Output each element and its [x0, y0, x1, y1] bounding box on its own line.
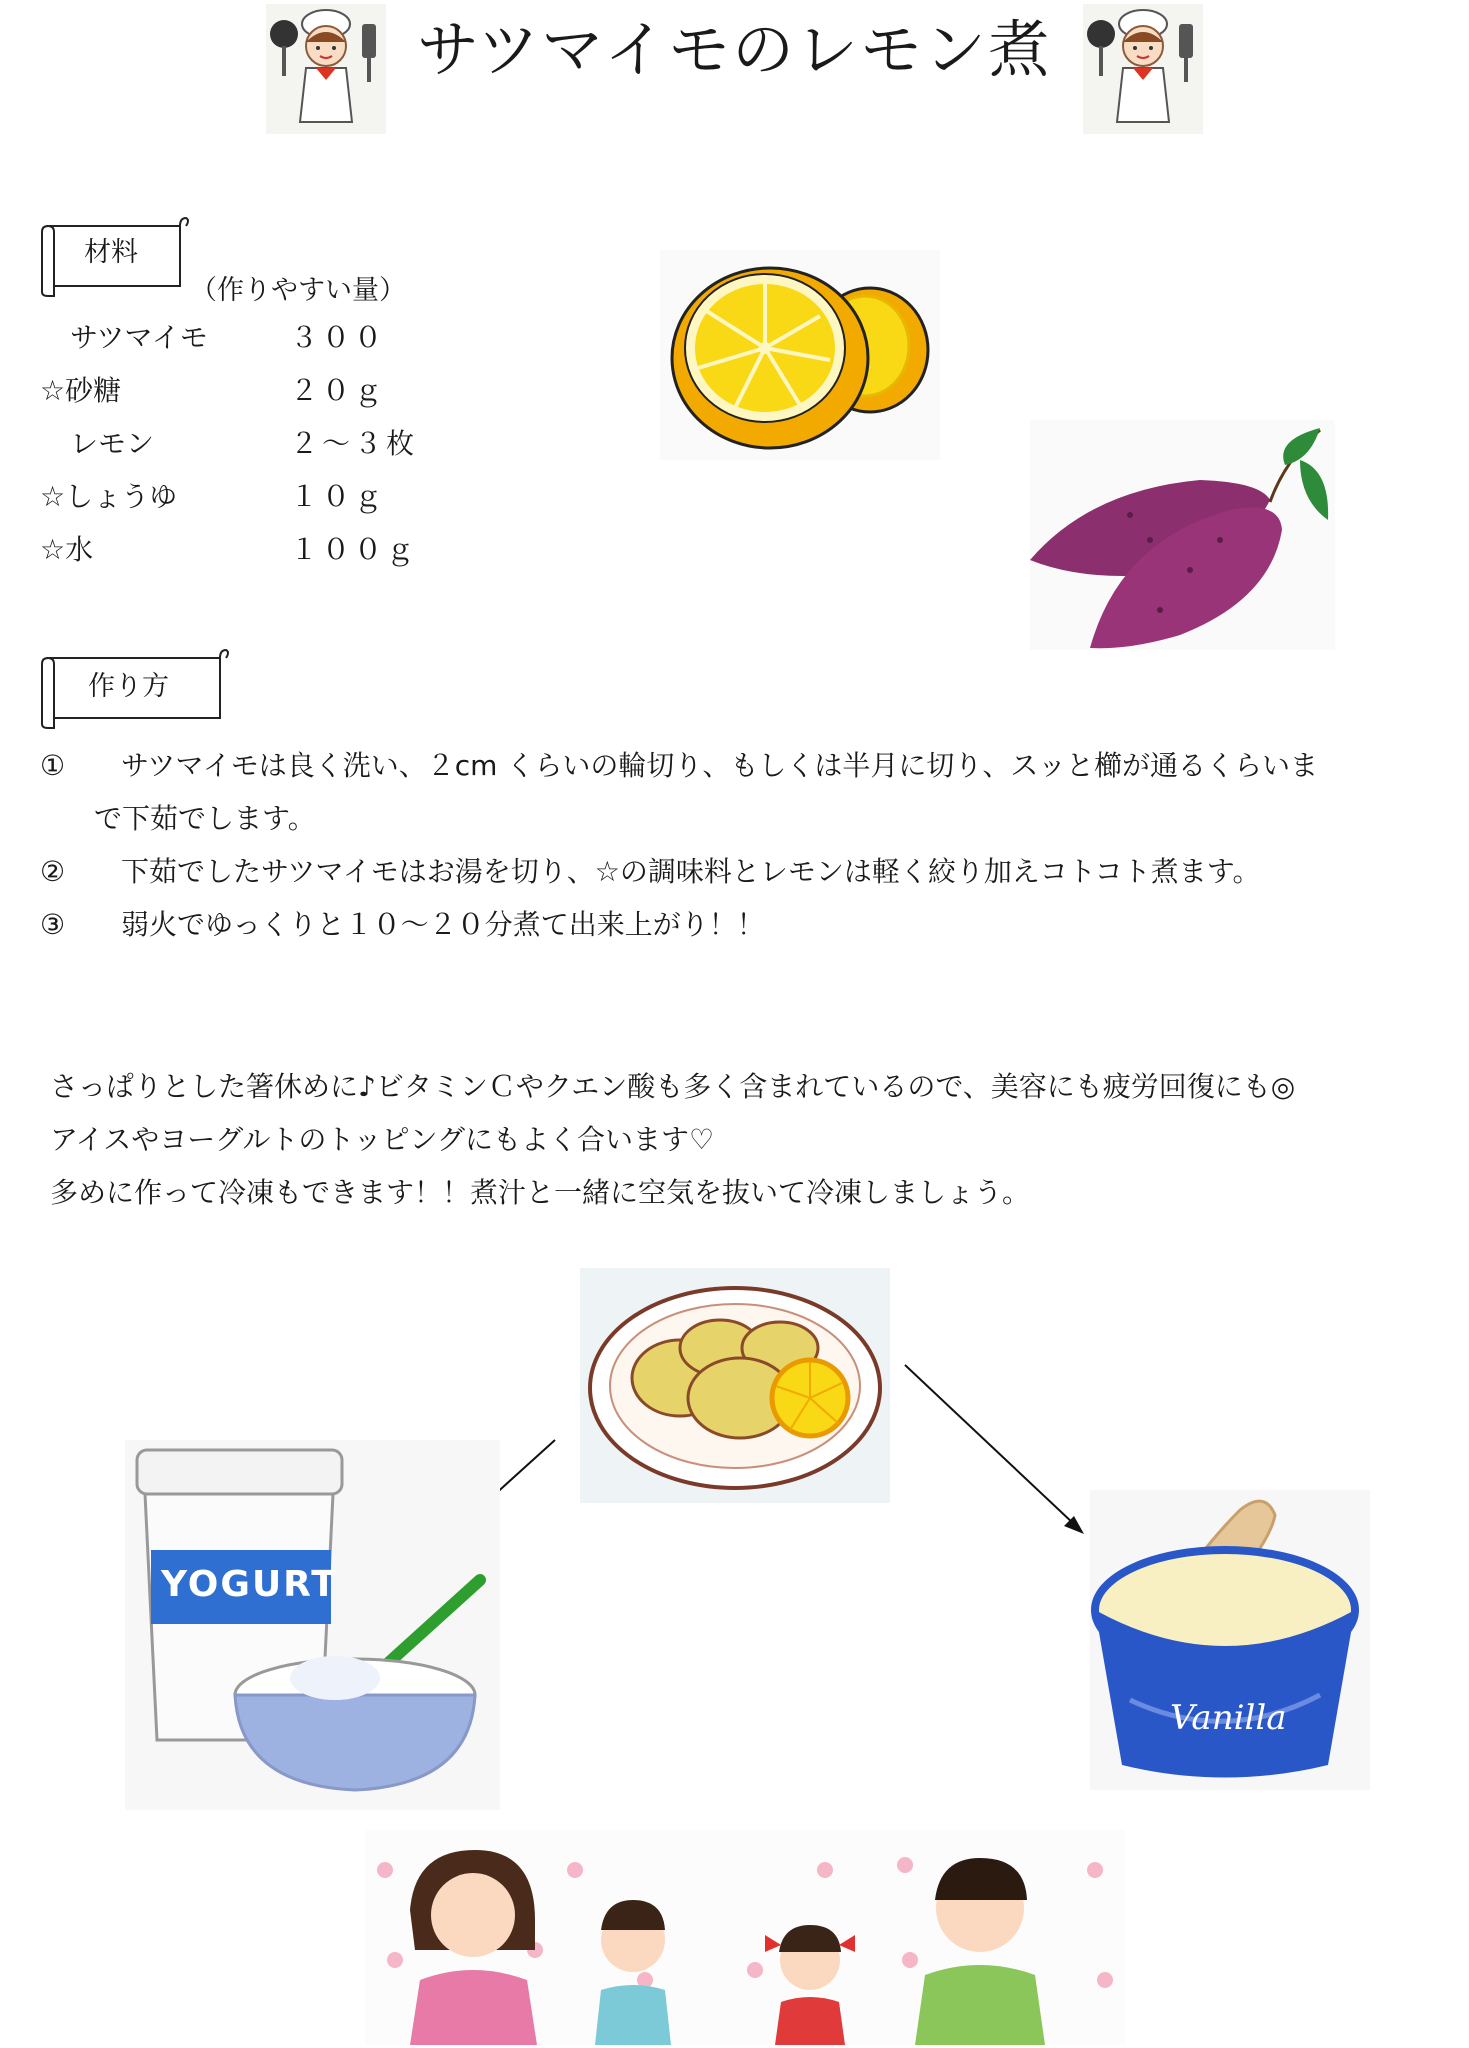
chef-illustration-right: [1083, 4, 1203, 134]
ice-cream-label: Vanilla: [1170, 1698, 1287, 1738]
method-header-label: 作り方: [88, 671, 169, 702]
note-line: さっぱりとした箸休めに♪ビタミンＣやクエン酸も多く含まれているので、美容にも疲労回復にも◎: [50, 1070, 1296, 1103]
ingredient-amount: ２～３枚: [290, 427, 419, 460]
step-number: ②: [40, 855, 66, 888]
ingredients-header: [40, 216, 190, 298]
step-number: ①: [40, 749, 66, 782]
lemon-sweet-potato-dish-illustration: [580, 1268, 890, 1503]
ingredient-amount: １０ｇ: [290, 480, 387, 513]
ingredient-amount: ２０ｇ: [290, 374, 387, 407]
ingredient-name: ☆砂糖: [40, 374, 122, 407]
ingredient-name: レモン: [70, 427, 155, 460]
ingredient-row: [40, 424, 440, 464]
step-text: 下茹でしたサツマイモはお湯を切り、☆の調味料とレモンは軽く絞り加えコトコト煮ます。: [121, 855, 1261, 888]
ingredient-name: サツマイモ: [70, 321, 208, 354]
ingredient-amount: ３００: [290, 321, 387, 354]
ingredient-row: [40, 318, 440, 358]
ingredient-row: [40, 530, 440, 570]
step-text-continued: で下茹でします。: [94, 802, 316, 835]
page-title: サツマイモのレモン煮: [416, 13, 1053, 86]
ingredients-header-label: 材料: [84, 237, 138, 268]
ingredient-name: ☆水: [40, 533, 94, 566]
step-text: 弱火でゆっくりと１０～２０分煮て出来上がり！！: [121, 908, 765, 941]
method-step: [40, 746, 1450, 841]
ingredient-row: [40, 477, 440, 517]
yogurt-illustration: [125, 1440, 500, 1810]
chef-illustration-left: [266, 4, 386, 134]
step-number: ③: [40, 908, 66, 941]
vanilla-ice-cream-illustration: [1090, 1490, 1370, 1790]
note-line: アイスやヨーグルトのトッピングにもよく合います♡: [50, 1123, 715, 1156]
method-header: [40, 648, 230, 730]
ingredient-name: ☆しょうゆ: [40, 480, 178, 513]
serving-note: （作りやすい量）: [190, 275, 406, 306]
method-step: [40, 852, 1450, 892]
yogurt-label: YOGURT: [161, 1564, 338, 1605]
arrow-to-ice-cream: [900, 1360, 1090, 1540]
family-eating-illustration: [365, 1830, 1125, 2045]
method-step: [40, 905, 1450, 945]
sweet-potato-illustration: [1030, 420, 1335, 650]
ingredient-amount: １００ｇ: [290, 533, 419, 566]
note-line: 多めに作って冷凍もできます！！煮汁と一緒に空気を抜いて冷凍しましょう。: [50, 1176, 1031, 1209]
lemon-illustration: [660, 250, 940, 460]
step-text: サツマイモは良く洗い、２cm くらいの輪切り、もしくは半月に切り、スッと櫛が通るくらいま: [121, 749, 1319, 782]
ingredient-row: [40, 371, 440, 411]
